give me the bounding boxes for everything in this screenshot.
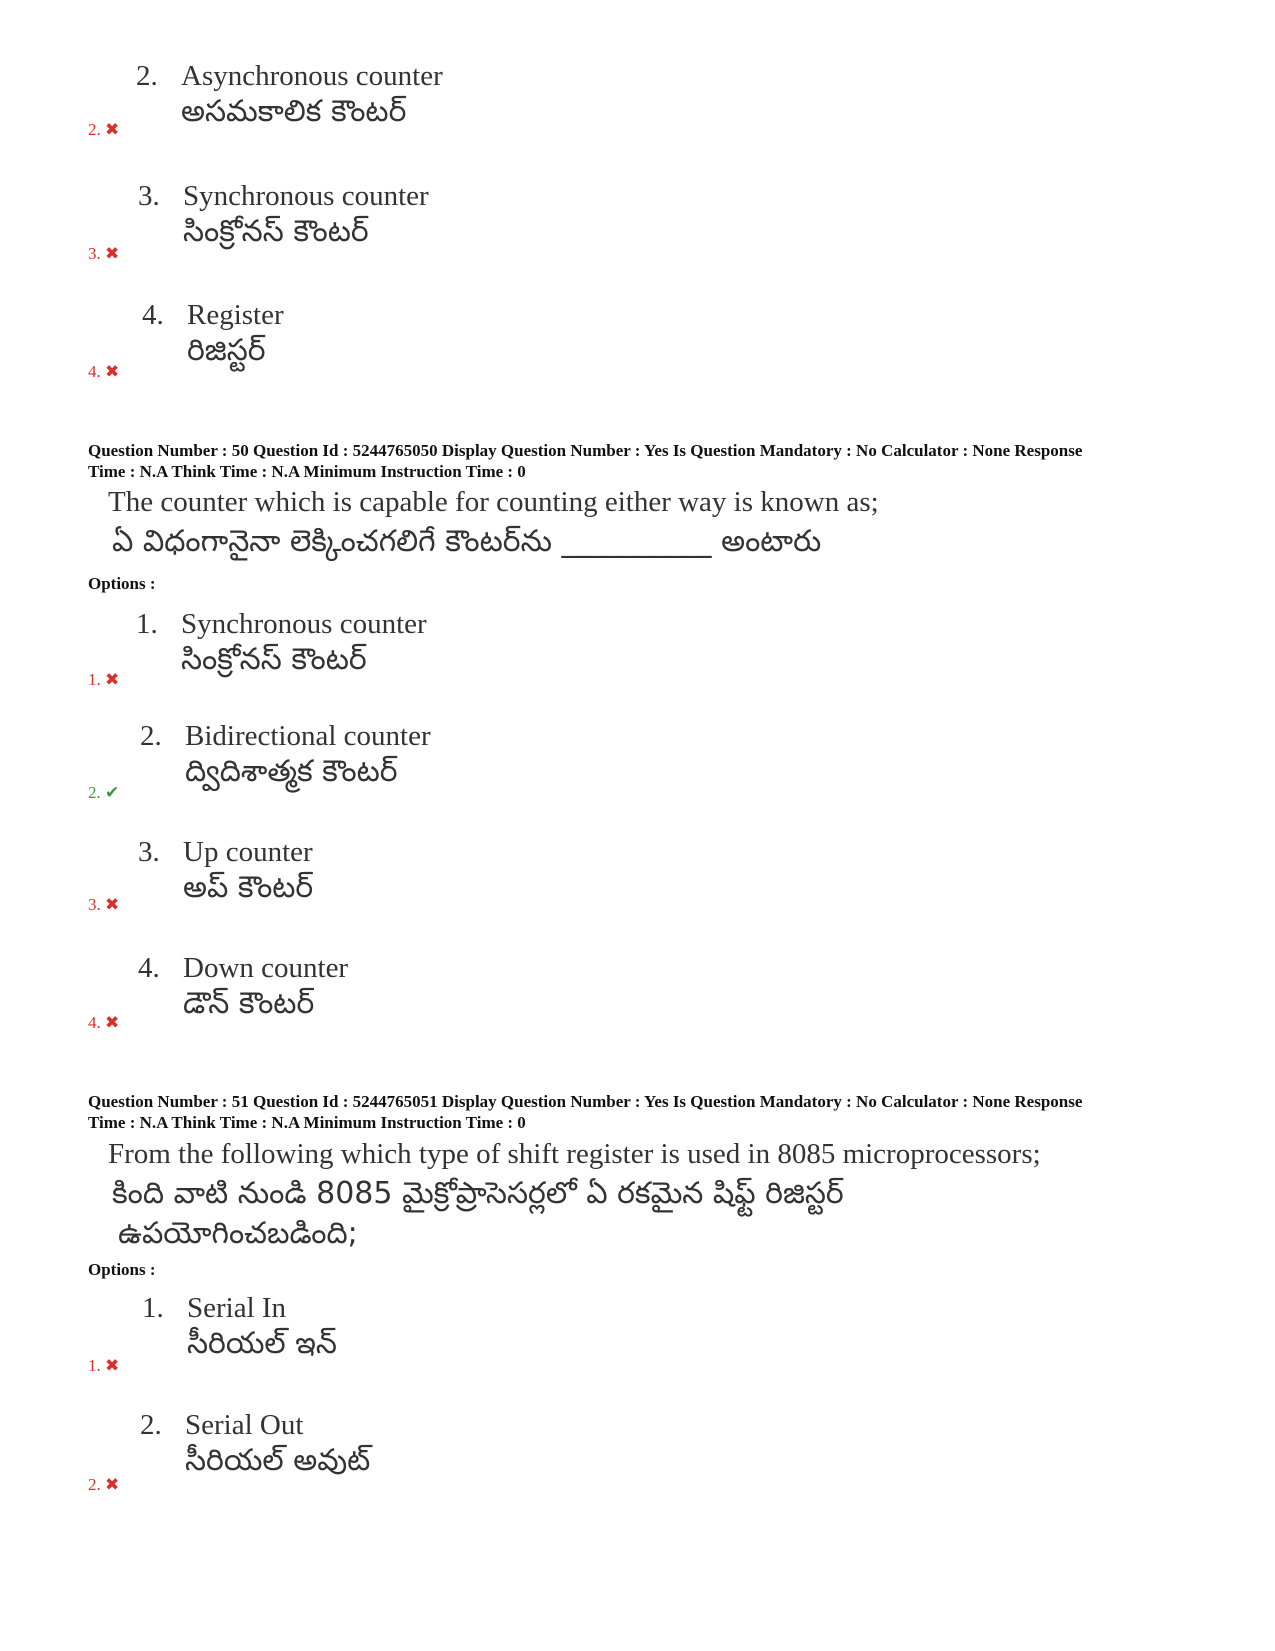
option-text-te: అప్ కౌంటర్ bbox=[183, 870, 314, 905]
question-text-en: The counter which is capable for counting either way is known as; bbox=[108, 486, 879, 518]
cross-icon: ✖ bbox=[105, 244, 120, 263]
option-item bbox=[0, 1407, 1275, 1517]
option-number: 1. bbox=[142, 1292, 164, 1324]
option-text-te: రిజిస్టర్ bbox=[187, 333, 266, 368]
option-mark: 4. ✖ bbox=[88, 1013, 120, 1032]
option-text-en: Synchronous counter bbox=[181, 608, 427, 640]
cross-icon: ✖ bbox=[105, 362, 120, 381]
option-mark: 2. ✖ bbox=[88, 1475, 120, 1494]
option-item bbox=[0, 834, 1275, 944]
option-number: 4. bbox=[138, 952, 160, 984]
option-text-en: Asynchronous counter bbox=[181, 60, 443, 92]
option-text-en: Down counter bbox=[183, 952, 349, 984]
option-number: 2. bbox=[140, 720, 162, 752]
question-text-te: కింది వాటి నుండి 8085 మైక్రోప్రాసెసర్లలో ఏ రకమైన షిఫ్ట్ రిజిస్టర్ bbox=[112, 1176, 844, 1211]
option-text-te: అసమకాలిక కౌంటర్ bbox=[181, 94, 407, 129]
option-text-en: Up counter bbox=[183, 836, 313, 868]
option-item bbox=[0, 950, 1275, 1060]
option-text-te: డౌన్ కౌంటర్ bbox=[183, 986, 315, 1021]
question-text-te: ఏ విధంగానైనా లెక్కించగలిగే కౌంటర్‌ను __________ అంటారు bbox=[112, 524, 822, 559]
options-label: Options : bbox=[88, 1260, 156, 1279]
option-mark: 1. ✖ bbox=[88, 1356, 120, 1375]
option-mark: 1. ✖ bbox=[88, 670, 120, 689]
option-mark: 2. ✔ bbox=[88, 783, 120, 802]
check-icon: ✔ bbox=[105, 783, 120, 802]
cross-icon: ✖ bbox=[105, 670, 120, 689]
option-number: 3. bbox=[138, 836, 160, 868]
option-mark: 3. ✖ bbox=[88, 895, 120, 914]
option-text-te: సింక్రోనస్ కౌంటర్ bbox=[181, 642, 367, 677]
option-text-en: Register bbox=[187, 299, 284, 331]
option-mark: 2. ✖ bbox=[88, 120, 120, 139]
option-text-en: Synchronous counter bbox=[183, 180, 429, 212]
option-number: 1. bbox=[136, 608, 158, 640]
question-text-en: From the following which type of shift register is used in 8085 microprocessors; bbox=[108, 1138, 1041, 1170]
option-mark: 4. ✖ bbox=[88, 362, 120, 381]
option-mark: 3. ✖ bbox=[88, 244, 120, 263]
cross-icon: ✖ bbox=[105, 1013, 120, 1032]
cross-icon: ✖ bbox=[105, 1475, 120, 1494]
option-text-en: Serial In bbox=[187, 1292, 287, 1324]
option-number: 2. bbox=[140, 1409, 162, 1441]
option-item bbox=[0, 58, 1275, 168]
option-text-te: సీరియల్ అవుట్ bbox=[185, 1443, 371, 1478]
cross-icon: ✖ bbox=[105, 895, 120, 914]
question-text-te-continued: ఉపయోగించబడింది; bbox=[118, 1216, 358, 1251]
option-text-te: ద్విదిశాత్మక కౌంటర్ bbox=[185, 754, 398, 789]
options-label: Options : bbox=[88, 574, 156, 593]
option-item bbox=[0, 606, 1275, 716]
option-number: 4. bbox=[142, 299, 164, 331]
option-text-en: Bidirectional counter bbox=[185, 720, 431, 752]
option-item bbox=[0, 718, 1275, 828]
option-item bbox=[0, 178, 1275, 288]
option-item bbox=[0, 297, 1275, 407]
question-meta: Question Number : 51 Question Id : 5244765051 Display Question Number : Yes Is Question Mandatory : No Calculator : None Response Time : N.A Think Time : N.A Minimum Instruction Time : 0 bbox=[88, 1092, 1083, 1132]
option-text-en: Serial Out bbox=[185, 1409, 304, 1441]
question-meta: Question Number : 50 Question Id : 5244765050 Display Question Number : Yes Is Question Mandatory : No Calculator : None Response Time : N.A Think Time : N.A Minimum Instruction Time : 0 bbox=[88, 441, 1083, 481]
option-number: 2. bbox=[136, 60, 158, 92]
option-text-te: సీరియల్ ఇన్ bbox=[187, 1326, 337, 1361]
cross-icon: ✖ bbox=[105, 1356, 120, 1375]
option-text-te: సింక్రోనస్ కౌంటర్ bbox=[183, 214, 369, 249]
option-number: 3. bbox=[138, 180, 160, 212]
cross-icon: ✖ bbox=[105, 120, 120, 139]
option-item bbox=[0, 1290, 1275, 1400]
